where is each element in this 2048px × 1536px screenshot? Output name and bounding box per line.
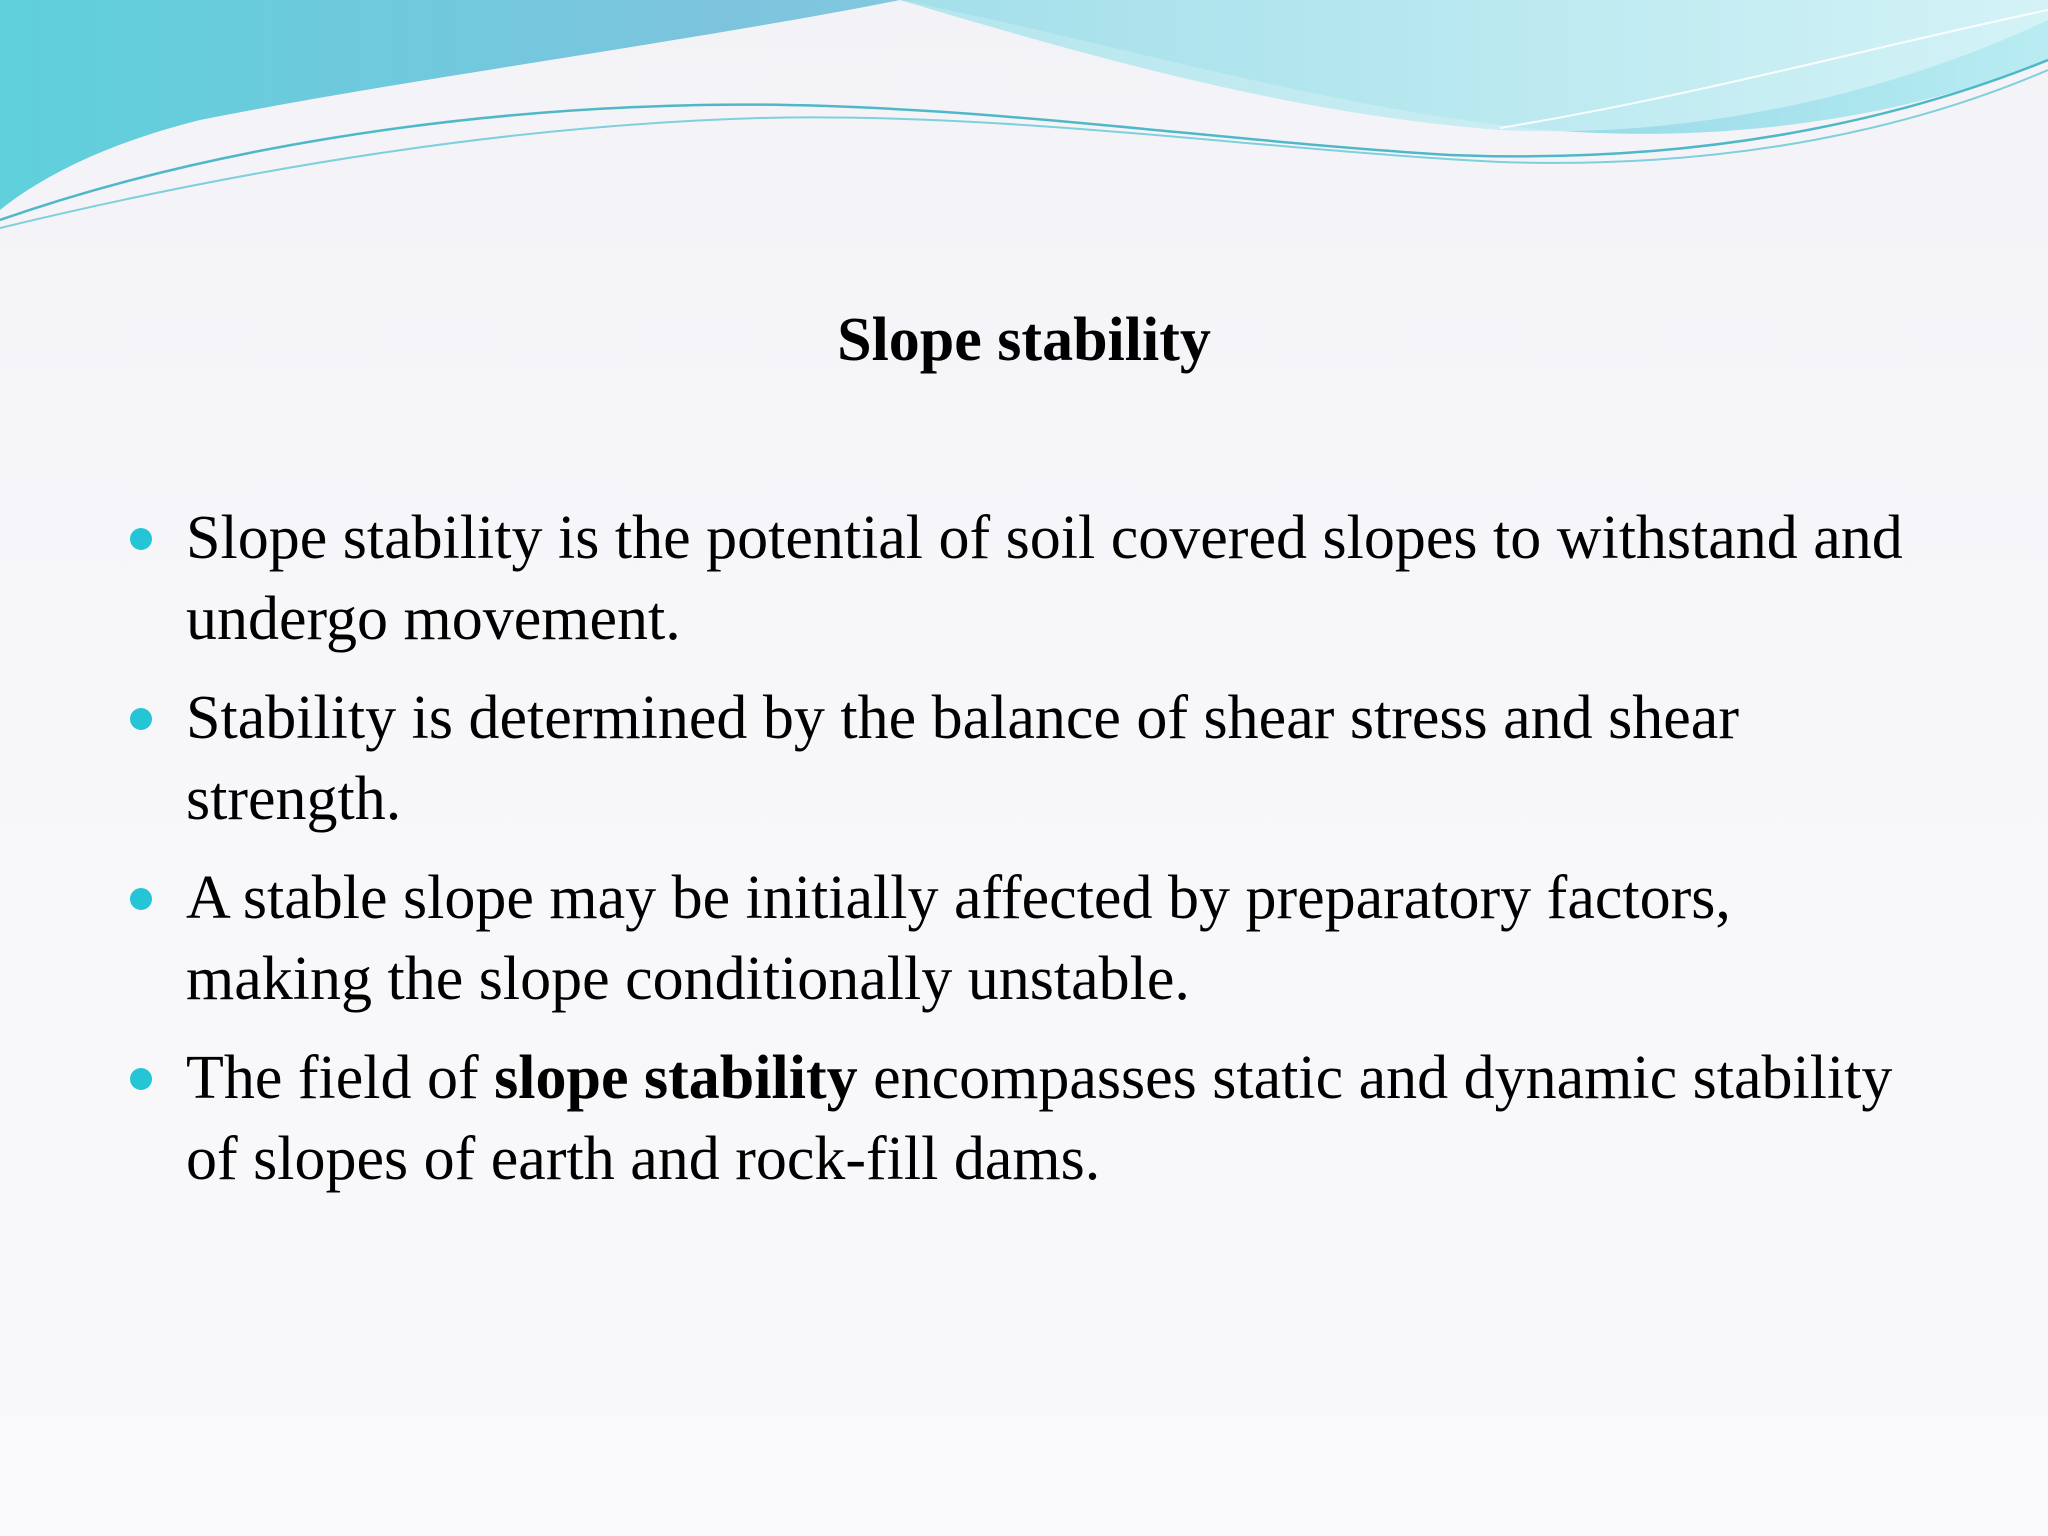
bullet-item (130, 1038, 1930, 1200)
bullet-text-prefix: The field of (186, 1044, 495, 1112)
bullet-list (130, 498, 1930, 1218)
bullet-text-suffix: encompasses static and dynamic stability of slopes of earth and rock-fill dams. (186, 1044, 1893, 1193)
bullet-item (130, 678, 1930, 840)
bullet-text: A stable slope may be initially affected by preparatory factors, making the slope conditionally unstable. (186, 864, 1731, 1013)
slide-title: Slope stability (837, 306, 1211, 374)
bullet-dot-icon (130, 888, 152, 910)
bullet-text (186, 1044, 1892, 1193)
bullet-text: Stability is determined by the balance of shear stress and shear strength. (186, 684, 1739, 833)
bullet-dot-icon (130, 528, 152, 550)
bullet-item (130, 858, 1930, 1020)
bullet-text-bold: slope stability (494, 1044, 858, 1112)
bullet-dot-icon (130, 1068, 152, 1090)
bullet-text: Slope stability is the potential of soil covered slopes to withstand and undergo movement. (186, 504, 1903, 653)
bullet-item (130, 498, 1930, 660)
header-wave-decoration (0, 0, 2048, 240)
bullet-dot-icon (130, 708, 152, 730)
